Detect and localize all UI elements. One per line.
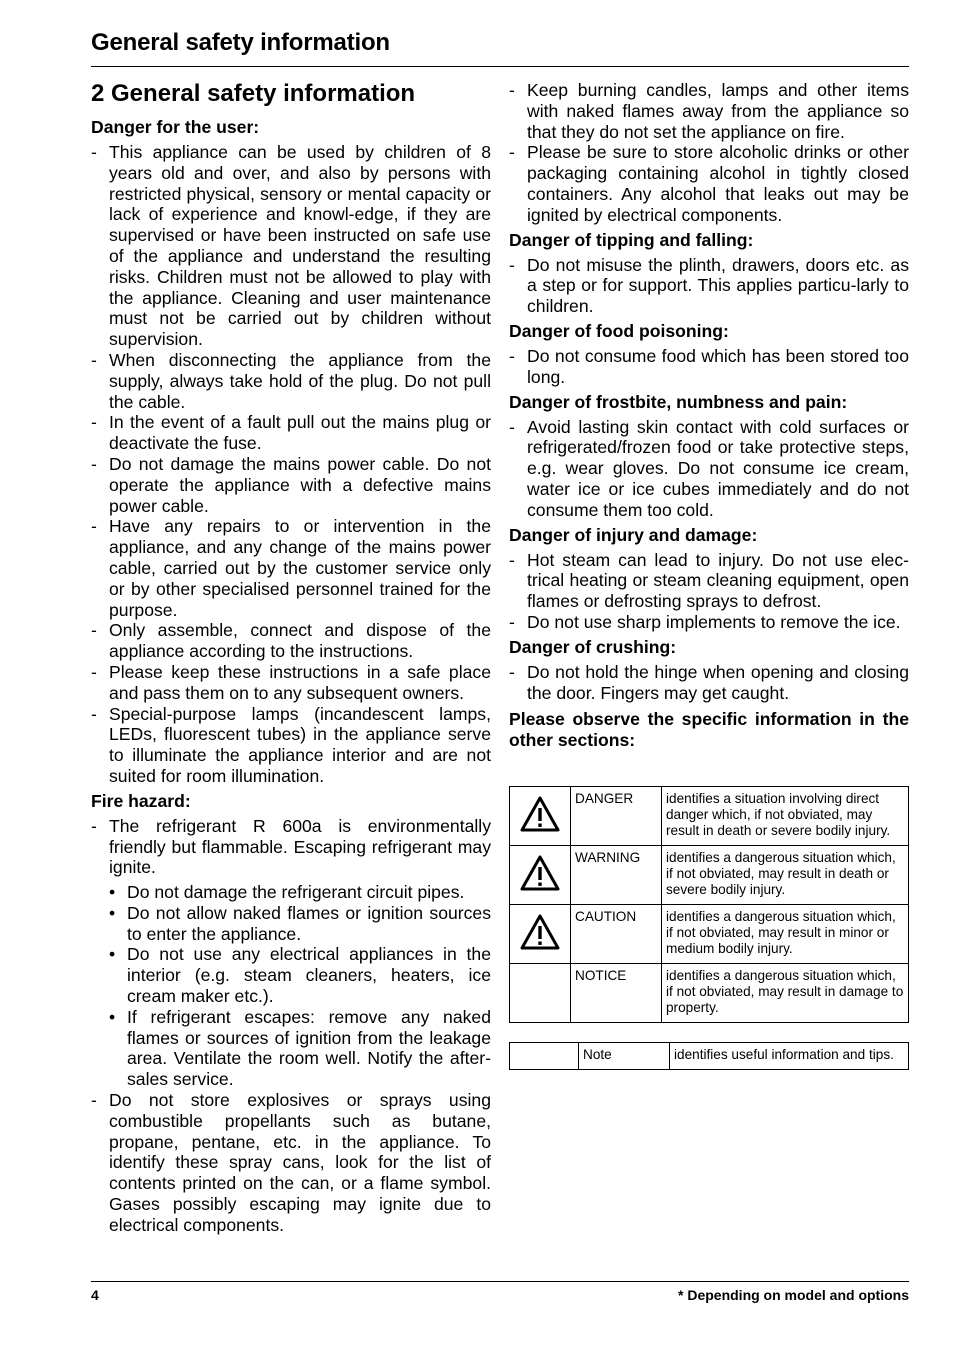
food-heading: Danger of food poisoning: [509, 320, 729, 341]
signal-text: identifies a dangerous situation which, if not obviated, may result in damage to property. [662, 964, 909, 1023]
warning-triangle-icon [519, 795, 561, 833]
note-label: Note [579, 1043, 670, 1070]
frost-list [509, 417, 909, 521]
list-item: - Special-purpose lamps (incandescent lamps, LEDs, fluorescent tubes) in the appliance serve to illuminate the appliance interior and are not suited for room illumination. [91, 704, 491, 787]
signal-text: identifies a dangerous situation which, if not obviated, may result in death or severe bodily injury. [662, 846, 909, 905]
list-item: - Avoid lasting skin contact with cold surfaces or refrigerated/frozen food or take protective steps, e.g. wear gloves. Do not consume ice cream, water ice or ice cubes immediately and do not consume them too cold. [509, 417, 909, 521]
crushing-heading: Danger of crushing: [509, 636, 677, 657]
list-item: - In the event of a fault pull out the mains plug or deactivate the fuse. [91, 412, 491, 454]
fire-list-continued [509, 80, 909, 226]
frost-heading: Danger of frostbite, numbness and pain: [509, 391, 848, 412]
list-item: - Please be sure to store alcoholic drinks or other packaging containing alcohol in tightly closed containers. Any alcohol that leaks out may be ignited by electrical components. [509, 142, 909, 225]
injury-list [509, 550, 909, 633]
table-row [510, 846, 909, 905]
icon-cell [510, 905, 571, 964]
list-item: - This appliance can be used by children of 8 years old and over, and also by persons with restricted physical, sensory or mental capacity or lack of experience and knowl-edge, if they are supervised or have been instructed on safe use of the appliance and understand the resulting risks. Children must not be allowed to play with the appliance. Cleaning and user maintenance must not be carried out by children without supervision. [91, 142, 491, 350]
signal-text: identifies a situation involving direct danger which, if not obviated, may result in death or severe bodily injury. [662, 787, 909, 846]
crushing-list [509, 662, 909, 704]
list-item: - Do not store explosives or sprays using combustible propellants such as butane, propane, pentane, etc. in the appliance. To identify these spray cans, look for the list of contents printed on the can, or a flame symbol. Gases possibly escaping may ignite due to electrical components. [91, 1090, 491, 1236]
bullet-item: • Do not damage the refrigerant circuit pipes. [109, 882, 491, 903]
food-list [509, 346, 909, 388]
warning-triangle-icon [519, 854, 561, 892]
table-row [510, 905, 909, 964]
fire-intro: The refrigerant R 600a is environmentally friendly but flammable. Escaping refrigerant may ignite. [109, 815, 491, 878]
footer-note: * Depending on model and options [678, 1287, 909, 1303]
fire-heading: Fire hazard: [91, 790, 191, 811]
tipping-heading: Danger of tipping and falling: [509, 229, 754, 250]
header-rule [91, 66, 909, 67]
left-column [91, 78, 491, 1236]
warning-triangle-icon [519, 913, 561, 951]
signal-label: DANGER [571, 787, 662, 846]
list-item: - Have any repairs to or intervention in the appliance, and any change of the mains power cable, carried out by the customer service only or by other specialised personnel trained for the purpose. [91, 516, 491, 620]
injury-heading: Danger of injury and damage: [509, 524, 758, 545]
list-item: - Do not misuse the plinth, drawers, doors etc. as a step or for support. This applies particu-larly to children. [509, 255, 909, 317]
icon-cell [510, 787, 571, 846]
table-row [510, 787, 909, 846]
list-item: - Please keep these instructions in a safe place and pass them on to any subsequent owners. [91, 662, 491, 704]
bullet-item: • If refrigerant escapes: remove any naked flames or sources of ignition from the leakage area. Ventilate the room well. Notify the after-sales service. [109, 1007, 491, 1090]
tipping-list [509, 255, 909, 317]
note-text: identifies useful information and tips. [670, 1043, 909, 1070]
footer-rule [91, 1281, 909, 1282]
section-title: 2 General safety information [91, 80, 416, 107]
page-title: General safety information [91, 29, 390, 56]
signal-label: CAUTION [571, 905, 662, 964]
icon-cell [510, 846, 571, 905]
icon-cell [510, 1043, 579, 1070]
signal-label: WARNING [571, 846, 662, 905]
bullet-item: • Do not use any electrical appliances in the interior (e.g. steam cleaners, heaters, ice cream maker etc.). [109, 944, 491, 1006]
signal-label: NOTICE [571, 964, 662, 1023]
fire-list [91, 816, 491, 1236]
list-item: - Do not damage the mains power cable. Do not operate the appliance with a defective mains power cable. [91, 454, 491, 516]
note-table [509, 1042, 909, 1070]
list-item: - Only assemble, connect and dispose of the appliance according to the instructions. [91, 620, 491, 662]
page-number: 4 [91, 1287, 99, 1303]
list-item: - Do not consume food which has been stored too long. [509, 346, 909, 388]
signal-word-table [509, 786, 909, 1023]
table-row [510, 964, 909, 1023]
observe-note: Please observe the specific information in the other sections: [509, 709, 909, 751]
fire-bullets [109, 882, 491, 1090]
list-item [91, 816, 491, 1090]
table-row [510, 1043, 909, 1070]
list-item: - When disconnecting the appliance from the supply, always take hold of the plug. Do not pull the cable. [91, 350, 491, 412]
user-list [91, 142, 491, 787]
list-item: - Hot steam can lead to injury. Do not use elec-trical heating or steam cleaning equipment, open flames or defrosting sprays to defrost. [509, 550, 909, 612]
right-column [509, 80, 909, 755]
list-item: - Do not hold the hinge when opening and closing the door. Fingers may get caught. [509, 662, 909, 704]
icon-cell [510, 964, 571, 1023]
list-item: - Do not use sharp implements to remove the ice. [509, 612, 909, 633]
user-heading: Danger for the user: [91, 117, 260, 137]
list-item: - Keep burning candles, lamps and other items with naked flames away from the appliance so that they do not set the appliance on fire. [509, 80, 909, 142]
bullet-item: • Do not allow naked flames or ignition sources to enter the appliance. [109, 903, 491, 945]
signal-text: identifies a dangerous situation which, if not obviated, may result in minor or medium bodily injury. [662, 905, 909, 964]
